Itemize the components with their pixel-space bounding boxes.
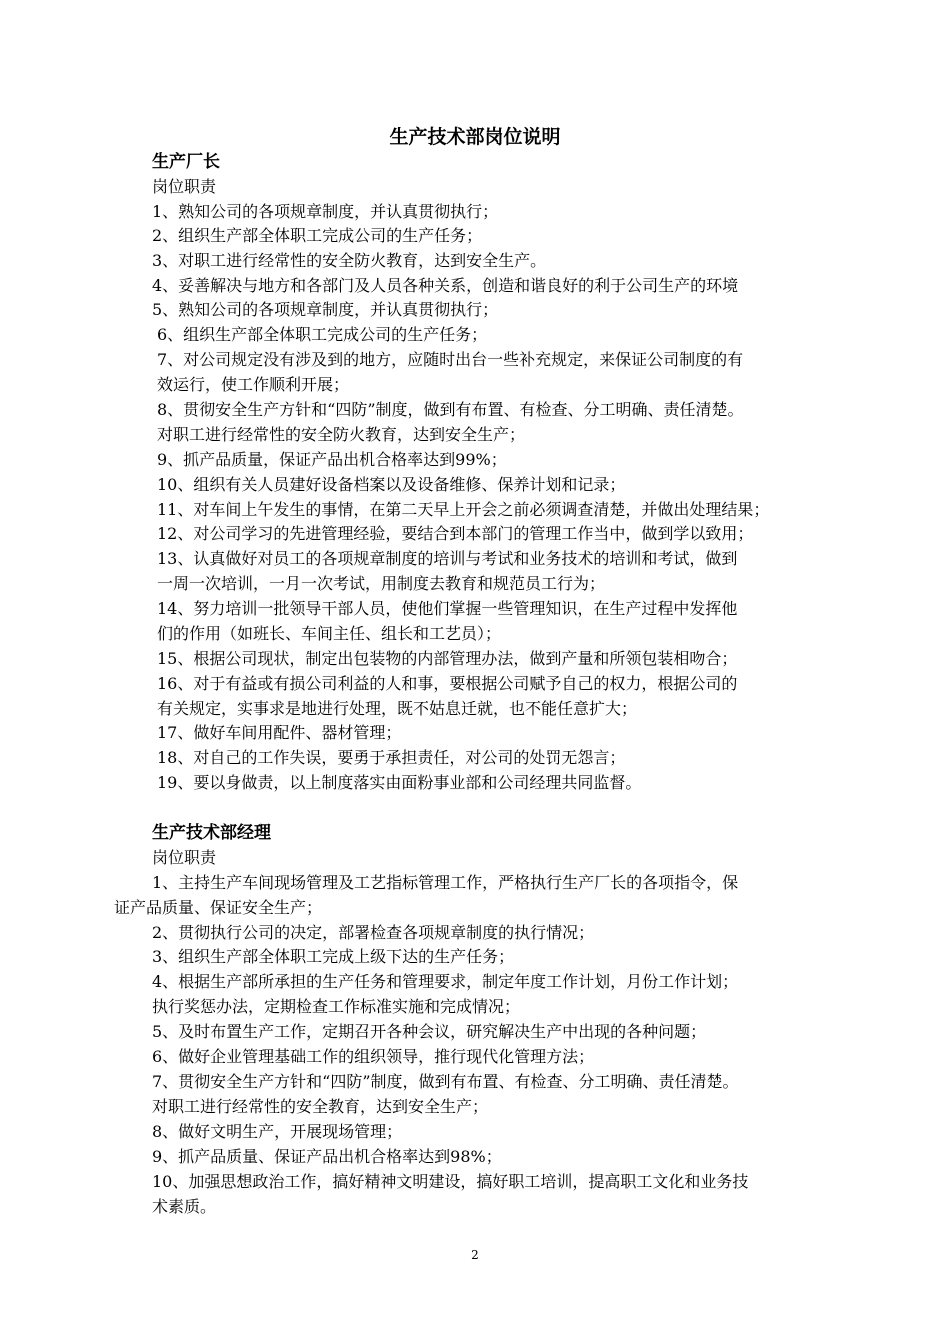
section-heading-plant-manager: 生产厂长	[152, 152, 220, 172]
duty-line: 9、抓产品质量、保证产品出机合格率达到98%；	[152, 1147, 502, 1166]
duty-line: 4、妥善解决与地方和各部门及人员各种关系，创造和谐良好的利于公司生产的环境	[152, 276, 739, 295]
duty-line: 有关规定，实事求是地进行处理，既不姑息迁就，也不能任意扩大；	[157, 699, 638, 718]
duty-line: 18、对自己的工作失误，要勇于承担责任，对公司的处罚无怨言；	[157, 748, 626, 767]
duty-line: 8、贯彻安全生产方针和“四防”制度，做到有布置、有检查、分工明确、责任清楚。	[157, 400, 744, 419]
duty-line: 10、加强思想政治工作，搞好精神文明建设，搞好职工培训，提高职工文化和业务技	[152, 1172, 749, 1191]
duty-line: 们的作用（如班长、车间主任、组长和工艺员）；	[157, 624, 502, 643]
duty-line: 对职工进行经常性的安全防火教育，达到安全生产；	[157, 425, 526, 444]
duty-line: 19、要以身做责，以上制度落实由面粉事业部和公司经理共同监督。	[157, 773, 642, 792]
duty-line: 2、贯彻执行公司的决定，部署检查各项规章制度的执行情况；	[152, 923, 595, 942]
document-title: 生产技术部岗位说明	[389, 126, 561, 148]
duty-line: 2、组织生产部全体职工完成公司的生产任务；	[152, 226, 483, 245]
duty-line: 1、熟知公司的各项规章制度，并认真贯彻执行；	[152, 202, 499, 221]
duty-line: 证产品质量、保证安全生产；	[114, 898, 323, 917]
duty-line: 16、对于有益或有损公司利益的人和事，要根据公司赋予自己的权力，根据公司的	[157, 674, 738, 693]
duty-line: 6、做好企业管理基础工作的组织领导，推行现代化管理方法；	[152, 1047, 595, 1066]
section-subheading: 岗位职责	[152, 177, 217, 196]
duty-line: 3、组织生产部全体职工完成上级下达的生产任务；	[152, 947, 515, 966]
page-number: 2	[471, 1248, 479, 1262]
duty-line: 执行奖惩办法，定期检查工作标准实施和完成情况；	[152, 997, 521, 1016]
duty-line: 6、组织生产部全体职工完成公司的生产任务；	[157, 325, 488, 344]
duty-line: 1、主持生产车间现场管理及工艺指标管理工作，严格执行生产厂长的各项指令，保	[152, 873, 739, 892]
duty-line: 14、努力培训一批领导干部人员，使他们掌握一些管理知识，在生产过程中发挥他	[157, 599, 738, 618]
duty-line: 9、抓产品质量，保证产品出机合格率达到99%；	[157, 450, 507, 469]
duty-line: 3、对职工进行经常性的安全防火教育，达到安全生产。	[152, 251, 547, 270]
duty-line: 13、认真做好对员工的各项规章制度的培训与考试和业务技术的培训和考试，做到	[157, 549, 738, 568]
duty-line: 4、根据生产部所承担的生产任务和管理要求，制定年度工作计划，月份工作计划；	[152, 972, 739, 991]
duty-line: 5、及时布置生产工作，定期召开各种会议，研究解决生产中出现的各种问题；	[152, 1022, 707, 1041]
duty-line: 15、根据公司现状，制定出包装物的内部管理办法，做到产量和所领包装相吻合；	[157, 649, 738, 668]
duty-line: 17、做好车间用配件、器材管理；	[157, 723, 402, 742]
duty-line: 8、做好文明生产，开展现场管理；	[152, 1122, 403, 1141]
duty-line: 12、对公司学习的先进管理经验，要结合到本部门的管理工作当中，做到学以致用；	[157, 524, 754, 543]
duty-line: 5、熟知公司的各项规章制度，并认真贯彻执行；	[152, 300, 499, 319]
section-subheading: 岗位职责	[152, 848, 217, 867]
duty-line: 效运行，使工作顺利开展；	[157, 375, 350, 394]
section-heading-tech-manager: 生产技术部经理	[152, 823, 271, 843]
duty-line: 10、组织有关人员建好设备档案以及设备维修、保养计划和记录；	[157, 475, 626, 494]
duty-line: 术素质。	[152, 1197, 217, 1216]
duty-line: 11、对车间上午发生的事情，在第二天早上开会之前必须调查清楚，并做出处理结果；	[157, 500, 770, 519]
duty-line: 7、贯彻安全生产方针和“四防”制度，做到有布置、有检查、分工明确、责任清楚。	[152, 1072, 739, 1091]
duty-line: 对职工进行经常性的安全教育，达到安全生产；	[152, 1097, 489, 1116]
duty-line: 一周一次培训，一月一次考试，用制度去教育和规范员工行为；	[157, 574, 606, 593]
duty-line: 7、对公司规定没有涉及到的地方，应随时出台一些补充规定，来保证公司制度的有	[157, 350, 744, 369]
